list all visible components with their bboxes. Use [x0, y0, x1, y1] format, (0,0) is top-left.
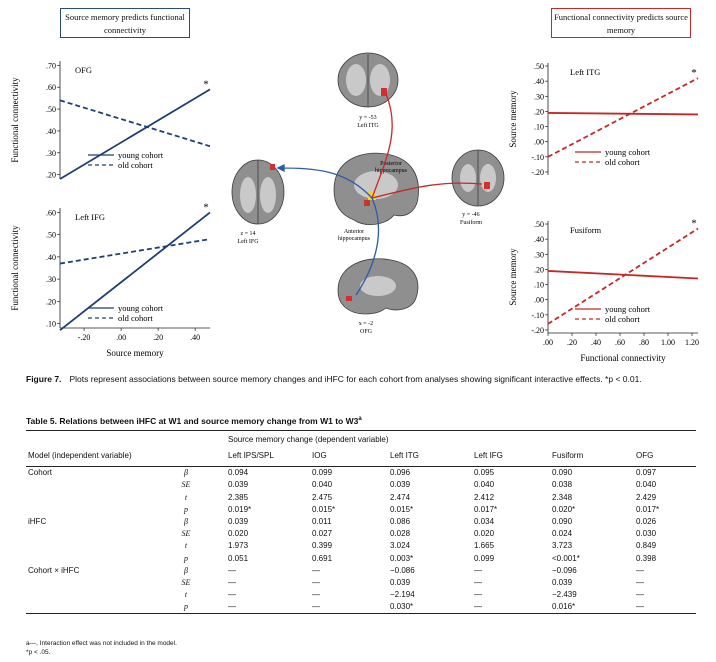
- series-line-young: [548, 113, 698, 115]
- brain-slice-ofg: [338, 259, 418, 314]
- table-value-cell: 0.016*: [550, 601, 634, 614]
- table-model-cell: Cohort × iHFC: [28, 565, 80, 575]
- legend-entry: young cohort: [605, 304, 651, 314]
- footnote-p: *p < .05.: [26, 649, 51, 656]
- x-tick-label: .40: [190, 333, 201, 342]
- table-model-cell: [26, 540, 146, 552]
- y-axis-label: Source memory: [508, 248, 518, 306]
- y-tick-label: .00: [534, 137, 544, 147]
- legend-entry: young cohort: [605, 147, 651, 157]
- table-value-cell: 0.039: [390, 577, 411, 587]
- y-axis-label: Functional connectivity: [10, 225, 20, 311]
- legend-entry: old cohort: [118, 313, 153, 323]
- table-row: [26, 467, 696, 480]
- table-row: [26, 528, 696, 540]
- legend-entry: old cohort: [118, 160, 153, 170]
- table-value-cell: −0.086: [390, 565, 415, 575]
- table-row: [26, 553, 696, 565]
- significance-star: *: [203, 78, 209, 91]
- y-tick-label: -.10: [531, 310, 544, 320]
- table-model-cell: iHFC: [28, 517, 47, 527]
- y-tick-label: .70: [46, 61, 56, 71]
- table-column-header: IOG: [310, 446, 388, 467]
- table-row: [26, 540, 696, 552]
- y-tick-label: .30: [534, 250, 544, 260]
- table-row: [26, 492, 696, 504]
- series-line-old: [60, 239, 210, 263]
- table-title-text: Table 5. Relations between iHFC at W1 and source memory change from W1 to W3: [26, 416, 359, 426]
- table-value-cell: 0.399: [312, 541, 333, 551]
- table-model-cell: [26, 589, 146, 601]
- table-value-cell: 0.026: [636, 517, 657, 527]
- table-stat-cell: β: [184, 468, 188, 478]
- table-row: [26, 577, 696, 589]
- table-value-cell: 0.020: [228, 529, 249, 539]
- table-title-sup: a: [358, 416, 362, 423]
- table-value-cell: 0.040: [636, 480, 657, 490]
- legend-entry: old cohort: [605, 314, 640, 324]
- table-value-cell: 2.475: [312, 492, 333, 502]
- x-tick-label: .20: [567, 338, 577, 347]
- table-row: [26, 589, 696, 601]
- table-value-cell: 0.097: [636, 468, 657, 478]
- label-right-region: Fusiform: [459, 220, 483, 226]
- table-column-header: OFG: [634, 446, 696, 467]
- table-value-cell: 0.017*: [474, 504, 498, 514]
- table-row: [26, 565, 696, 577]
- y-tick-label: .00: [534, 295, 544, 305]
- y-tick-label: .40: [46, 126, 56, 136]
- brain-sagittal-center: [334, 153, 419, 224]
- x-tick-label: .60: [615, 338, 625, 347]
- legend-entry: young cohort: [118, 303, 164, 313]
- x-tick-label: .00: [543, 338, 553, 347]
- table-stat-cell: SE: [181, 529, 191, 539]
- table-value-cell: 1.665: [474, 541, 495, 551]
- y-tick-label: .10: [534, 280, 544, 290]
- legend-entry: old cohort: [605, 157, 640, 167]
- table-value-cell: —: [226, 601, 310, 614]
- label-anterior-1: Anterior: [343, 229, 365, 235]
- table-model-cell: [26, 492, 146, 504]
- table-row: [26, 479, 696, 491]
- table-value-cell: 3.723: [552, 541, 573, 551]
- y-tick-label: -.10: [531, 152, 544, 162]
- label-posterior-2: hippocampus: [375, 168, 407, 174]
- y-tick-label: .30: [46, 148, 56, 158]
- y-tick-label: .60: [46, 83, 56, 93]
- table-value-cell: 0.051: [228, 553, 249, 563]
- table-value-cell: −2.439: [552, 590, 577, 600]
- table-value-cell: 3.024: [390, 541, 411, 551]
- label-left-coord: z = 14: [240, 231, 256, 237]
- table-stat-cell: β: [184, 517, 188, 527]
- table-value-cell: —: [474, 590, 482, 600]
- table-stat-cell: p: [184, 504, 188, 514]
- y-tick-label: .30: [534, 92, 544, 102]
- table-value-cell: 2.348: [552, 492, 573, 502]
- table-stat-cell: t: [184, 492, 188, 502]
- table-row: [26, 601, 696, 614]
- table-stat-cell: p: [184, 553, 188, 563]
- table-row: [26, 516, 696, 528]
- table-value-cell: 0.020*: [552, 504, 576, 514]
- chart-title: Left IFG: [75, 212, 105, 222]
- table-value-cell: —: [634, 601, 696, 614]
- table-value-cell: 0.030: [636, 529, 657, 539]
- table-value-cell: —: [312, 565, 320, 575]
- table-stat-cell: β: [184, 565, 188, 575]
- table-value-cell: 0.020: [474, 529, 495, 539]
- table-model-cell: [26, 601, 146, 614]
- table-value-cell: —: [228, 590, 236, 600]
- table-value-cell: 0.086: [390, 517, 411, 527]
- left-panel-heading: Source memory predicts functional connectivity: [60, 8, 190, 38]
- series-line-young: [548, 271, 698, 279]
- y-tick-label: .20: [46, 297, 56, 307]
- y-tick-label: .20: [534, 107, 544, 117]
- series-line-old: [60, 100, 210, 146]
- legend-entry: young cohort: [118, 150, 164, 160]
- table-value-cell: 0.011: [312, 517, 332, 527]
- table-value-cell: 0.849: [636, 541, 657, 551]
- x-tick-label: .20: [153, 333, 164, 342]
- table-value-cell: —: [636, 565, 644, 575]
- table-value-cell: 0.398: [636, 553, 657, 563]
- table-value-cell: —: [310, 601, 388, 614]
- x-tick-label: .40: [591, 338, 601, 347]
- label-bottom-region: OFG: [359, 329, 373, 335]
- x-tick-label: .80: [639, 338, 649, 347]
- table-value-cell: 0.038: [552, 480, 573, 490]
- table-value-cell: —: [636, 577, 644, 587]
- table-column-header: Left ITG: [388, 446, 472, 467]
- table-value-cell: 0.017*: [636, 504, 660, 514]
- chart-left-ifg: [0, 200, 225, 368]
- brain-slice-fusiform: [452, 150, 504, 206]
- table-stat-cell: t: [184, 541, 188, 551]
- table-value-cell: 0.095: [474, 468, 495, 478]
- table-model-cell: [26, 577, 146, 589]
- table-value-cell: 0.090: [552, 468, 573, 478]
- table-stat-cell: p: [146, 601, 226, 614]
- y-axis-label: Source memory: [508, 90, 518, 148]
- brain-slice-left-itg: [338, 53, 398, 107]
- table-stat-cell: SE: [181, 480, 191, 490]
- table-row: [26, 504, 696, 516]
- table-value-cell: —: [474, 577, 482, 587]
- table-value-cell: 0.024: [552, 529, 573, 539]
- table-value-cell: −0.096: [552, 565, 577, 575]
- y-tick-label: .20: [534, 265, 544, 275]
- y-tick-label: -.20: [531, 325, 544, 335]
- chart-title: Left ITG: [570, 67, 601, 77]
- footnote-a: a—, Interaction effect was not included in the model.: [26, 640, 177, 647]
- table-value-cell: 0.040: [474, 480, 495, 490]
- caption-label: Figure 7.: [26, 374, 62, 384]
- results-table: [26, 430, 696, 614]
- table-value-cell: 0.027: [312, 529, 333, 539]
- table-value-cell: 0.039: [228, 517, 249, 527]
- table-value-cell: 0.039: [552, 577, 573, 587]
- table-value-cell: 0.096: [390, 468, 411, 478]
- y-tick-label: .10: [534, 122, 544, 132]
- table-model-cell: [26, 504, 146, 516]
- table-value-cell: 0.019*: [228, 504, 252, 514]
- y-tick-label: .50: [46, 230, 56, 240]
- table-value-cell: 0.094: [228, 468, 249, 478]
- chart-title: Fusiform: [570, 225, 602, 235]
- x-axis-label: Source memory: [106, 348, 164, 358]
- series-line-old: [548, 78, 698, 157]
- x-tick-label: 1.00: [661, 338, 675, 347]
- y-tick-label: .40: [534, 235, 544, 245]
- table-stat-cell: SE: [181, 577, 191, 587]
- label-right-coord: y = -46: [462, 212, 480, 218]
- table-value-cell: 0.099: [312, 468, 333, 478]
- table-value-cell: 0.039: [390, 480, 411, 490]
- table-model-cell: [26, 479, 146, 491]
- table-value-cell: —: [474, 565, 482, 575]
- chart-title: OFG: [75, 65, 93, 75]
- x-axis-label: Functional connectivity: [580, 353, 666, 363]
- significance-star: *: [691, 217, 697, 230]
- table-column-header: Left IPS/SPL: [226, 446, 310, 467]
- chart-ofg: [0, 55, 225, 190]
- table-model-cell: [26, 553, 146, 565]
- brain-figure: [226, 50, 506, 340]
- y-tick-label: .20: [46, 170, 56, 180]
- y-axis-label: Functional connectivity: [10, 77, 20, 163]
- x-tick-label: -.20: [77, 333, 91, 342]
- y-tick-label: .40: [46, 252, 56, 262]
- table-value-cell: 0.028: [390, 529, 411, 539]
- table-value-cell: 0.015*: [390, 504, 414, 514]
- chart-left-itg: [505, 55, 710, 185]
- table-value-cell: 0.003*: [390, 553, 414, 563]
- table-value-cell: 0.015*: [312, 504, 336, 514]
- table-stat-cell: t: [184, 590, 188, 600]
- x-tick-label: .00: [116, 333, 127, 342]
- table-value-cell: —: [312, 590, 320, 600]
- y-tick-label: .10: [46, 319, 56, 329]
- chart-fusiform: [505, 213, 710, 368]
- table-value-cell: 0.034: [474, 517, 495, 527]
- y-tick-label: .30: [46, 275, 56, 285]
- figure-caption: [26, 374, 642, 384]
- table-value-cell: <0.001*: [552, 553, 580, 563]
- table-value-cell: 2.385: [228, 492, 249, 502]
- table-model-header: Model (independent variable): [26, 446, 146, 467]
- table-value-cell: 0.090: [552, 517, 573, 527]
- table-title: [26, 416, 362, 426]
- table-value-cell: —: [228, 577, 236, 587]
- table-spanner: Source memory change (dependent variable): [226, 431, 696, 447]
- table-value-cell: 0.040: [312, 480, 333, 490]
- table-value-cell: 0.691: [312, 553, 333, 563]
- table-value-cell: 2.474: [390, 492, 411, 502]
- table-model-cell: [26, 528, 146, 540]
- y-tick-label: .40: [534, 77, 544, 87]
- label-left-region: Left IFG: [237, 239, 259, 245]
- table-value-cell: —: [472, 601, 550, 614]
- table-model-cell: Cohort: [28, 468, 53, 478]
- table-value-cell: 0.030*: [388, 601, 472, 614]
- label-bottom-coord: x = -2: [358, 321, 374, 327]
- table-value-cell: 0.039: [228, 480, 249, 490]
- table-value-cell: —: [636, 590, 644, 600]
- table-column-header: Fusiform: [550, 446, 634, 467]
- caption-text: Plots represent associations between source memory changes and iHFC for each cohort from analyses showing significant interactive effects. *p < 0.01.: [69, 374, 642, 384]
- right-panel-heading: Functional connectivity predicts source memory: [551, 8, 691, 38]
- table-value-cell: −2.194: [390, 590, 415, 600]
- label-top-region: Left ITG: [357, 123, 379, 129]
- x-tick-label: 1.20: [685, 338, 699, 347]
- y-tick-label: .50: [46, 105, 56, 115]
- label-posterior-1: Posterior: [380, 161, 402, 167]
- brain-slice-left-ifg: [232, 160, 284, 224]
- table-value-cell: 2.429: [636, 492, 657, 502]
- table-value-cell: —: [312, 577, 320, 587]
- y-tick-label: .50: [534, 62, 544, 72]
- significance-star: *: [203, 201, 209, 214]
- table-column-header: Left IFG: [472, 446, 550, 467]
- significance-star: *: [691, 67, 697, 80]
- table-value-cell: 1.973: [228, 541, 249, 551]
- y-tick-label: .60: [46, 208, 56, 218]
- table-value-cell: —: [228, 565, 236, 575]
- table-value-cell: 0.099: [474, 553, 495, 563]
- y-tick-label: -.20: [531, 167, 544, 177]
- label-anterior-2: hippocampus: [338, 236, 370, 242]
- label-top-coord: y = -53: [359, 115, 377, 121]
- y-tick-label: .50: [534, 220, 544, 230]
- table-value-cell: 2.412: [474, 492, 495, 502]
